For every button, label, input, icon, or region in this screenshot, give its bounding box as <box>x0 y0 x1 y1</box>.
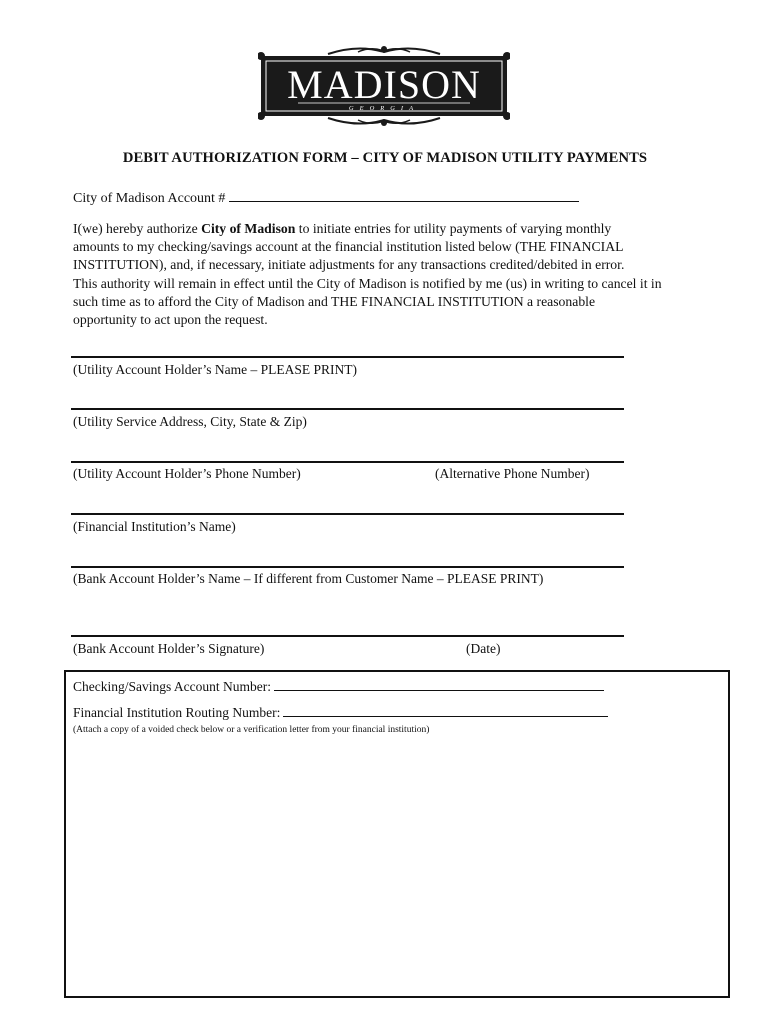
phone-field[interactable] <box>71 461 624 463</box>
institution-name-field[interactable] <box>71 513 624 515</box>
logo-name-text: MADISON <box>287 62 481 107</box>
paragraph-text: such time as to afford the City of Madison and THE FINANCIAL INSTITUTION a reasonable <box>73 293 596 309</box>
madison-georgia-logo <box>258 44 510 128</box>
city-name-bold: City of Madison <box>201 221 296 236</box>
account-number-row <box>73 190 579 207</box>
paragraph-text: This authority will remain in effect until the City of Madison is notified by me (us) in writing to cancel it in <box>73 275 662 291</box>
routing-number-label: Financial Institution Routing Number: <box>73 705 281 720</box>
paragraph-text: to initiate entries for utility payments of varying monthly <box>295 221 612 236</box>
bank-holder-name-field[interactable] <box>71 566 624 568</box>
checking-savings-label: Checking/Savings Account Number: <box>73 679 271 694</box>
signature-caption: (Bank Account Holder’s Signature) <box>73 641 265 656</box>
phone-caption: (Utility Account Holder’s Phone Number) <box>73 466 301 481</box>
logo-subtitle-text: GEORGIA <box>348 105 420 112</box>
alt-phone-caption: (Alternative Phone Number) <box>435 466 590 481</box>
account-number-row <box>73 679 604 695</box>
holder-name-field[interactable] <box>71 356 624 358</box>
service-address-field[interactable] <box>71 408 624 410</box>
holder-name-caption: (Utility Account Holder’s Name – PLEASE PRINT) <box>73 362 357 377</box>
account-number-field[interactable] <box>229 190 579 202</box>
routing-number-row <box>73 705 608 721</box>
attach-check-note: (Attach a copy of a voided check below or a verification letter from your financial institution) <box>73 725 430 735</box>
authorization-paragraph <box>73 220 703 329</box>
date-caption: (Date) <box>466 641 501 656</box>
bank-holder-name-caption: (Bank Account Holder’s Name – If different from Customer Name – PLEASE PRINT) <box>73 571 544 586</box>
institution-name-caption: (Financial Institution’s Name) <box>73 519 236 534</box>
paragraph-text: INSTITUTION), and, if necessary, initiate adjustments for any transactions credited/debited in error. <box>73 257 625 273</box>
form-title: DEBIT AUTHORIZATION FORM – CITY OF MADISON UTILITY PAYMENTS <box>122 150 648 166</box>
paragraph-text: I(we) hereby authorize <box>73 221 202 236</box>
service-address-caption: (Utility Service Address, City, State & Zip) <box>73 414 307 429</box>
paragraph-text: amounts to my checking/savings account at the financial institution listed below (THE FINANCIAL <box>73 239 624 255</box>
paragraph-text: opportunity to act upon the request. <box>73 312 268 328</box>
checking-savings-field[interactable] <box>274 679 604 691</box>
signature-field[interactable] <box>71 635 624 637</box>
account-number-label: City of Madison Account # <box>73 191 226 206</box>
routing-number-field[interactable] <box>283 705 608 717</box>
